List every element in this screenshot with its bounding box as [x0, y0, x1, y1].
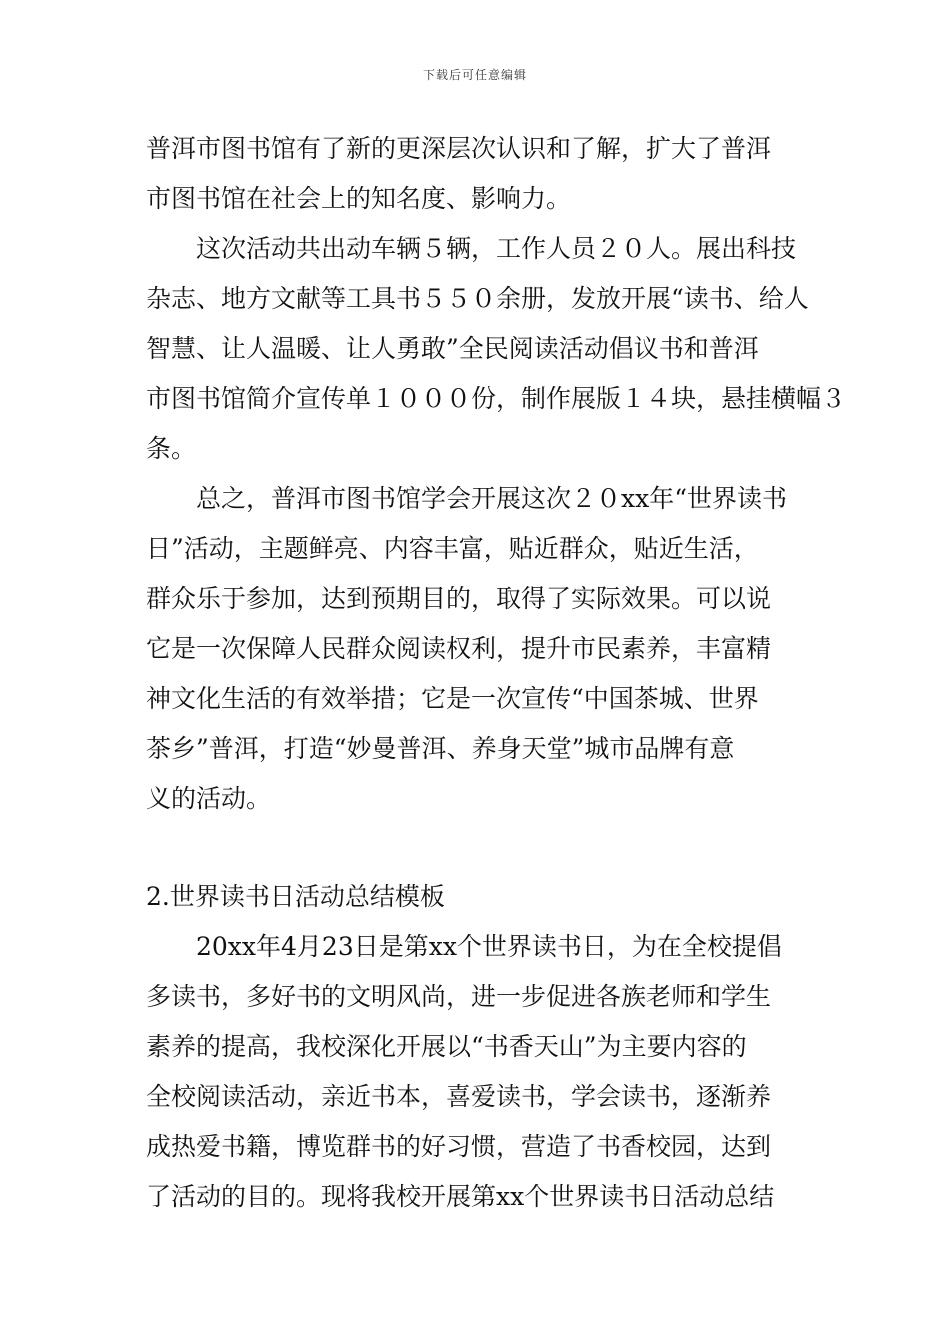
paragraph-first-line: 这次活动共出动车辆５辆，工作人员２０人。展出科技 [196, 234, 797, 263]
body-line: 神文化生活的有效举措；它是一次宣传“中国茶城、世界 [146, 684, 759, 713]
body-line: 市图书馆简介宣传单１０００份，制作展版１４块，悬挂横幅３ [146, 384, 847, 413]
body-line: 日”活动，主题鲜亮、内容丰富，贴近群众，贴近生活， [146, 534, 759, 563]
body-line: 杂志、地方文献等工具书５５０余册，发放开展“读书、给人 [146, 284, 809, 313]
body-line: 了活动的目的。现将我校开展第xx个世界读书日活动总结 [146, 1182, 775, 1211]
body-line: 条。 [146, 434, 197, 463]
paragraph-first-line: 总之，普洱市图书馆学会开展这次２０xx年“世界读书 [196, 484, 787, 513]
body-line: 茶乡”普洱，打造“妙曼普洱、养身天堂”城市品牌有意 [146, 734, 735, 763]
body-line: 群众乐于参加，达到预期目的，取得了实际效果。可以说 [146, 584, 772, 613]
body-line: 智慧、让人温暖、让人勇敢”全民阅读活动倡议书和普洱 [146, 334, 759, 363]
body-line: 它是一次保障人民群众阅读权利，提升市民素养，丰富精 [146, 634, 772, 663]
body-line: 义的活动。 [146, 784, 272, 813]
page-header: 下载后可任意编辑 [422, 68, 527, 82]
body-line: 普洱市图书馆有了新的更深层次认识和了解，扩大了普洱 [146, 134, 772, 163]
body-line: 市图书馆在社会上的知名度、影响力。 [146, 184, 572, 213]
body-line: 成热爱书籍，博览群书的好习惯，营造了书香校园，达到 [146, 1132, 772, 1161]
body-line: 素养的提高，我校深化开展以“书香天山”为主要内容的 [146, 1032, 747, 1061]
body-line: 全校阅读活动，亲近书本，喜爱读书，学会读书，逐渐养 [146, 1082, 772, 1111]
paragraph-first-line: 20xx年4月23日是第xx个世界读书日，为在全校提倡 [196, 932, 782, 961]
body-line: 多读书，多好书的文明风尚，进一步促进各族老师和学生 [146, 982, 772, 1011]
section-heading: 2.世界读书日活动总结模板 [146, 882, 445, 911]
